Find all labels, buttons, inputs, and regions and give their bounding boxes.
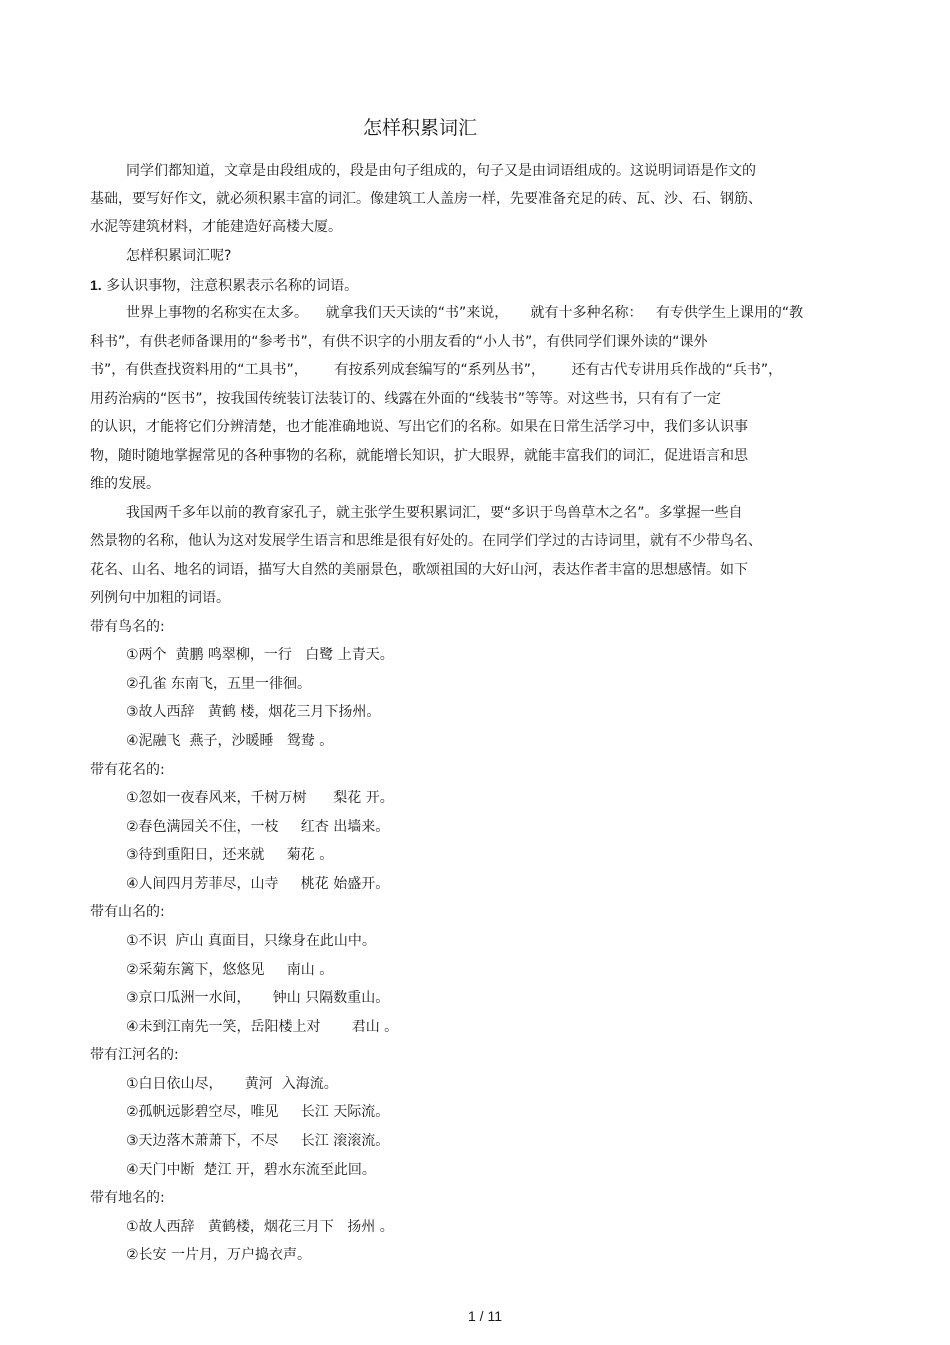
example-line: ①两个 黄鹏 鸣翠柳，一行 白鹭 上青天。 (126, 647, 394, 663)
example-line: ②春色满园关不住，一枝 红杏 出墙来。 (126, 819, 390, 835)
intro-line: 水泥等建筑材料，才能建造好高楼大厦。 (90, 219, 342, 235)
example-line: ④人间四月芳菲尽，山寺 桃花 始盛开。 (126, 876, 390, 892)
paragraph-line: 维的发展。 (90, 476, 160, 492)
paragraph-line: 书”，有供查找资料用的“工具书”， 有按系列成套编写的“系列丛书”， 还有古代专讲用兵作战的“兵书”， (90, 362, 783, 378)
example-line: ④未到江南先一笑，岳阳楼上对 君山 。 (126, 1019, 399, 1035)
document-title: 怎样积累词汇 (362, 117, 477, 139)
example-line: ④泥融飞 燕子，沙暖睡 鸳鸯 。 (126, 733, 334, 749)
paragraph-line: 花名、山名、地名的词语，描写大自然的美丽景色，歌颂祖国的大好山河，表达作者丰富的思想感情。如下 (90, 562, 748, 578)
group-label: 带有地名的: (90, 1190, 165, 1206)
group-label: 带有鸟名的: (90, 619, 165, 635)
paragraph-line: 物，随时随地掌握常见的各种事物的名称，就能增长知识，扩大眼界，就能丰富我们的词汇，促进语言和思 (90, 448, 748, 464)
paragraph-line: 我国两千多年以前的教育家孔子，就主张学生要积累词汇，要“多识于鸟兽草木之名”。多掌握一些自 (126, 505, 743, 521)
group-label: 带有江河名的: (90, 1047, 179, 1063)
paragraph-line: 的认识，才能将它们分辨清楚，也才能准确地说、写出它们的名称。如果在日常生活学习中，我们多认识事 (90, 419, 748, 435)
group-label: 带有花名的: (90, 762, 165, 778)
example-line: ③故人西辞 黄鹤 楼，烟花三月下扬州。 (126, 704, 381, 720)
example-line: ②孤帆远影碧空尽，唯见 长江 天际流。 (126, 1104, 390, 1120)
example-line: ③待到重阳日，还来就 菊花 。 (126, 847, 334, 863)
example-line: ②采菊东篱下，悠悠见 南山 。 (126, 962, 334, 978)
page-number: 1 / 11 (468, 1308, 502, 1324)
section-heading (90, 275, 358, 296)
section-heading-text: 多认识事物，注意积累表示名称的词语。 (106, 278, 359, 294)
example-line: ②长安 一片月，万户捣衣声。 (126, 1247, 312, 1263)
intro-line: 基础，要写好作文，就必须积累丰富的词汇。像建筑工人盖房一样，先要准备充足的砖、瓦、沙、石、钢筋、 (90, 191, 762, 207)
paragraph-line: 用药治病的“医书”，按我国传统装订法装订的、线露在外面的“线装书”等等。对这些书，只有有了一定 (90, 391, 722, 407)
example-line: ③京口瓜洲一水间， 钟山 只隔数重山。 (126, 990, 390, 1006)
example-line: ③天边落木萧萧下，不尽 长江 滚滚流。 (126, 1133, 390, 1149)
example-line: ①故人西辞 黄鹤楼，烟花三月下 扬州 。 (126, 1219, 394, 1235)
example-line: ②孔雀 东南飞，五里一徘徊。 (126, 676, 312, 692)
example-line: ①不识 庐山 真面目，只缘身在此山中。 (126, 933, 376, 949)
paragraph-line: 然景物的名称，他认为这对发展学生语言和思维是很有好处的。在同学们学过的古诗词里，就有不少带鸟名、 (90, 533, 762, 549)
example-line: ④天门中断 楚江 开，碧水东流至此回。 (126, 1162, 376, 1178)
paragraph-line: 科书”，有供老师备课用的“参考书”，有供不识字的小朋友看的“小人书”，有供同学们课外读的“课外 (90, 334, 708, 350)
paragraph-line: 世界上事物的名称实在太多。 就拿我们天天读的“书”来说， 就有十多种名称： 有专供学生上课用的“教 (126, 305, 804, 321)
group-label: 带有山名的: (90, 904, 165, 920)
example-line: ①白日依山尽， 黄河 入海流。 (126, 1076, 338, 1092)
section-number: 1. (90, 277, 102, 293)
intro-question: 怎样积累词汇呢? (126, 248, 232, 264)
paragraph-line: 列例句中加粗的词语。 (90, 590, 230, 606)
example-line: ①忽如一夜春风来，千树万树 梨花 开。 (126, 790, 394, 806)
intro-line: 同学们都知道，文章是由段组成的，段是由句子组成的，句子又是由词语组成的。这说明词语是作文的 (126, 163, 756, 179)
